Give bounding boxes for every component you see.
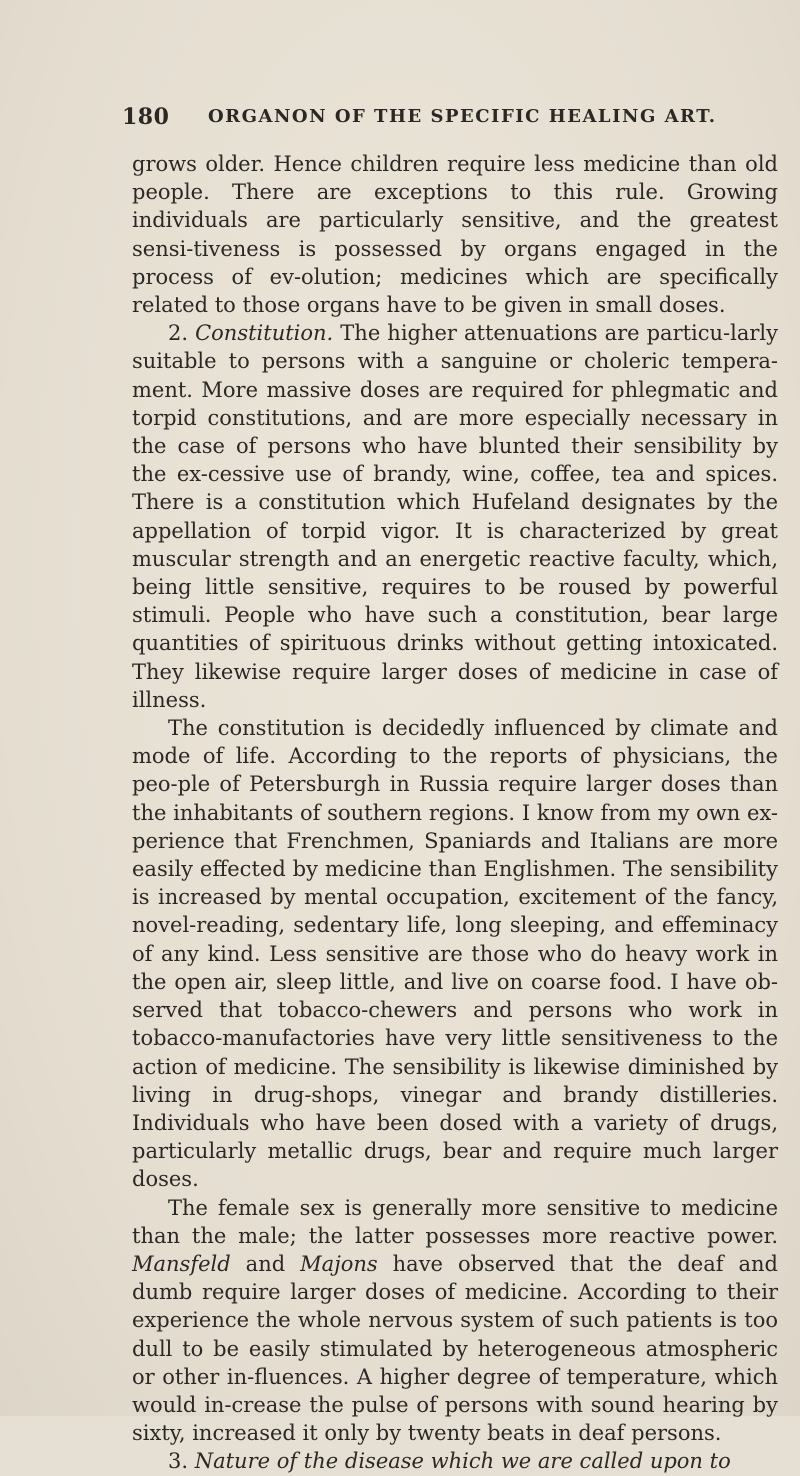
- section-number: 3.: [168, 1449, 195, 1474]
- paragraph-3: [132, 714, 778, 1193]
- paragraph-4-text-b: and: [230, 1251, 301, 1276]
- page-header: [122, 104, 740, 140]
- section-heading-constitution: Constitution.: [195, 321, 334, 346]
- body-text: [132, 150, 778, 1476]
- paragraph-2-text: The higher attenuations are particu-larly suitable to persons with a sanguine or choleric tempera-ment. More massive doses are required for phlegmatic and torpid constitutions, and are more especially necessary in the case of persons who have blunted their sensibility by the ex-cessive use of brandy, wine, coffee, tea and spices. There is a constitution which Hufeland designates by the appellation of torpid vigor. It is characterized by great muscular strength and an energetic reactive faculty, which, being little sensitive, requires to be roused by powerful stimuli. People who have such a constitution, bear large quantities of spirituous drinks without getting intoxicated. They likewise require larger doses of medicine in case of illness.: [132, 321, 778, 712]
- name-majons: Majons: [300, 1251, 378, 1276]
- page-number: 180: [122, 104, 170, 130]
- running-head: ORGANON OF THE SPECIFIC HEALING ART.: [208, 106, 717, 127]
- paragraph-4-text-c: have observed that the deaf and dumb require larger doses of medicine. According to their experience the whole nervous system of such patients is too dull to be easily stimulated by heterogeneous atmospheric or other in-fluences. A higher degree of temperature, which would in-crease the pulse of persons with sound hearing by sixty, increased it only by twenty beats in deaf persons.: [132, 1251, 778, 1446]
- paragraph-1-text: grows older. Hence children require less medicine than old people. There are exceptions to this rule. Growing individuals are particularly sensitive, and the greatest sensi-tiveness is possessed by organs engaged in the process of ev-olution; medicines which are specifically related to those organs have to be given in small doses.: [132, 152, 778, 318]
- section-heading-nature: Nature of the disease which we are called upon to: [194, 1449, 731, 1474]
- paragraph-3-text: The constitution is decidedly influenced by climate and mode of life. According to the reports of physicians, the peo-ple of Petersburgh in Russia require larger doses than the inhabitants of southern regions. I know from my own ex-perience that Frenchmen, Spaniards and Italians are more easily effected by medicine than Englishmen. The sensibility is increased by mental occupation, excitement of the fancy, novel-reading, sedentary life, long sleeping, and effeminacy of any kind. Less sensitive are those who do heavy work in the open air, sleep little, and live on coarse food. I have ob-served that tobacco-chewers and persons who work in tobacco-manufactories have very little sensitiveness to the action of medicine. The sensibility is likewise diminished by living in drug-shops, vinegar and brandy distilleries. Individuals who have been dosed with a variety of drugs, particularly metallic drugs, bear and require much larger doses.: [132, 716, 778, 1192]
- paragraph-5: [132, 1447, 778, 1475]
- paragraph-4-text-a: The female sex is generally more sensitive to medicine than the male; the latter possesses more reactive power.: [132, 1195, 778, 1248]
- paragraph-4: [132, 1194, 778, 1448]
- paragraph-2: [132, 319, 778, 714]
- name-mansfeld: Mansfeld: [132, 1251, 231, 1276]
- paragraph-1: [132, 150, 778, 319]
- section-number: 2.: [168, 321, 196, 346]
